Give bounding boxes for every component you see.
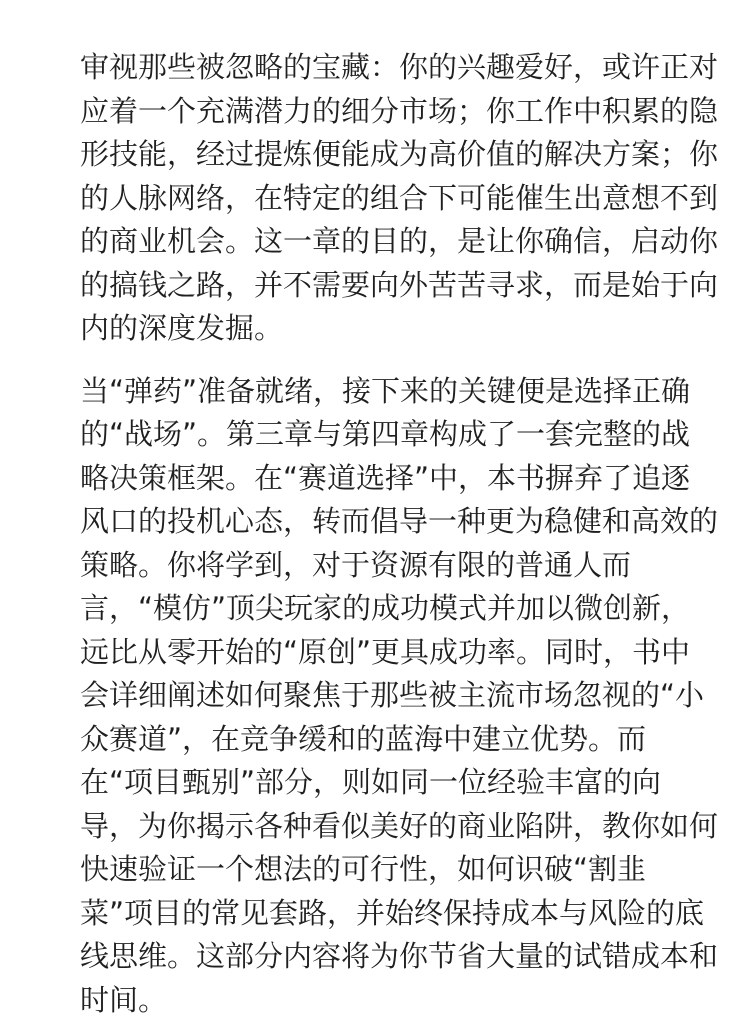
- text-line: 会详细阐述如何聚焦于那些被主流市场忽视的“小: [80, 674, 670, 718]
- text-line: 线思维。这部分内容将为你节省大量的试错成本和: [80, 935, 670, 979]
- text-line: 菜”项目的常见套路，并始终保持成本与风险的底: [80, 892, 670, 936]
- text-line: 内的深度发掘。: [80, 307, 670, 351]
- text-line: 略决策框架。在“赛道选择”中，本书摒弃了追逐: [80, 457, 670, 501]
- text-line: 导，为你揭示各种看似美好的商业陷阱，教你如何: [80, 805, 670, 849]
- text-line: 的“战场”。第三章与第四章构成了一套完整的战: [80, 413, 670, 457]
- paragraph-2: [80, 370, 670, 1022]
- text-line: 快速验证一个想法的可行性，如何识破“割韭: [80, 848, 670, 892]
- text-line: 的商业机会。这一章的目的，是让你确信，启动你: [80, 220, 670, 264]
- text-line: 的搞钱之路，并不需要向外苦苦寻求，而是始于向: [80, 264, 670, 308]
- text-line: 远比从零开始的“原创”更具成功率。同时，书中: [80, 631, 670, 675]
- paragraph-1: [80, 46, 670, 351]
- text-line: 审视那些被忽略的宝藏：你的兴趣爱好，或许正对: [80, 46, 670, 90]
- text-line: 策略。你将学到，对于资源有限的普通人而: [80, 544, 670, 588]
- text-line: 当“弹药”准备就绪，接下来的关键便是选择正确: [80, 370, 670, 414]
- text-line: 言，“模仿”顶尖玩家的成功模式并加以微创新，: [80, 587, 670, 631]
- text-line: 应着一个充满潜力的细分市场；你工作中积累的隐: [80, 90, 670, 134]
- text-line: 在“项目甄别”部分，则如同一位经验丰富的向: [80, 761, 670, 805]
- text-line: 时间。: [80, 979, 670, 1022]
- text-line: 风口的投机心态，转而倡导一种更为稳健和高效的: [80, 500, 670, 544]
- text-line: 的人脉网络，在特定的组合下可能催生出意想不到: [80, 177, 670, 221]
- text-line: 形技能，经过提炼便能成为高价值的解决方案；你: [80, 133, 670, 177]
- text-line: 众赛道”，在竞争缓和的蓝海中建立优势。而: [80, 718, 670, 762]
